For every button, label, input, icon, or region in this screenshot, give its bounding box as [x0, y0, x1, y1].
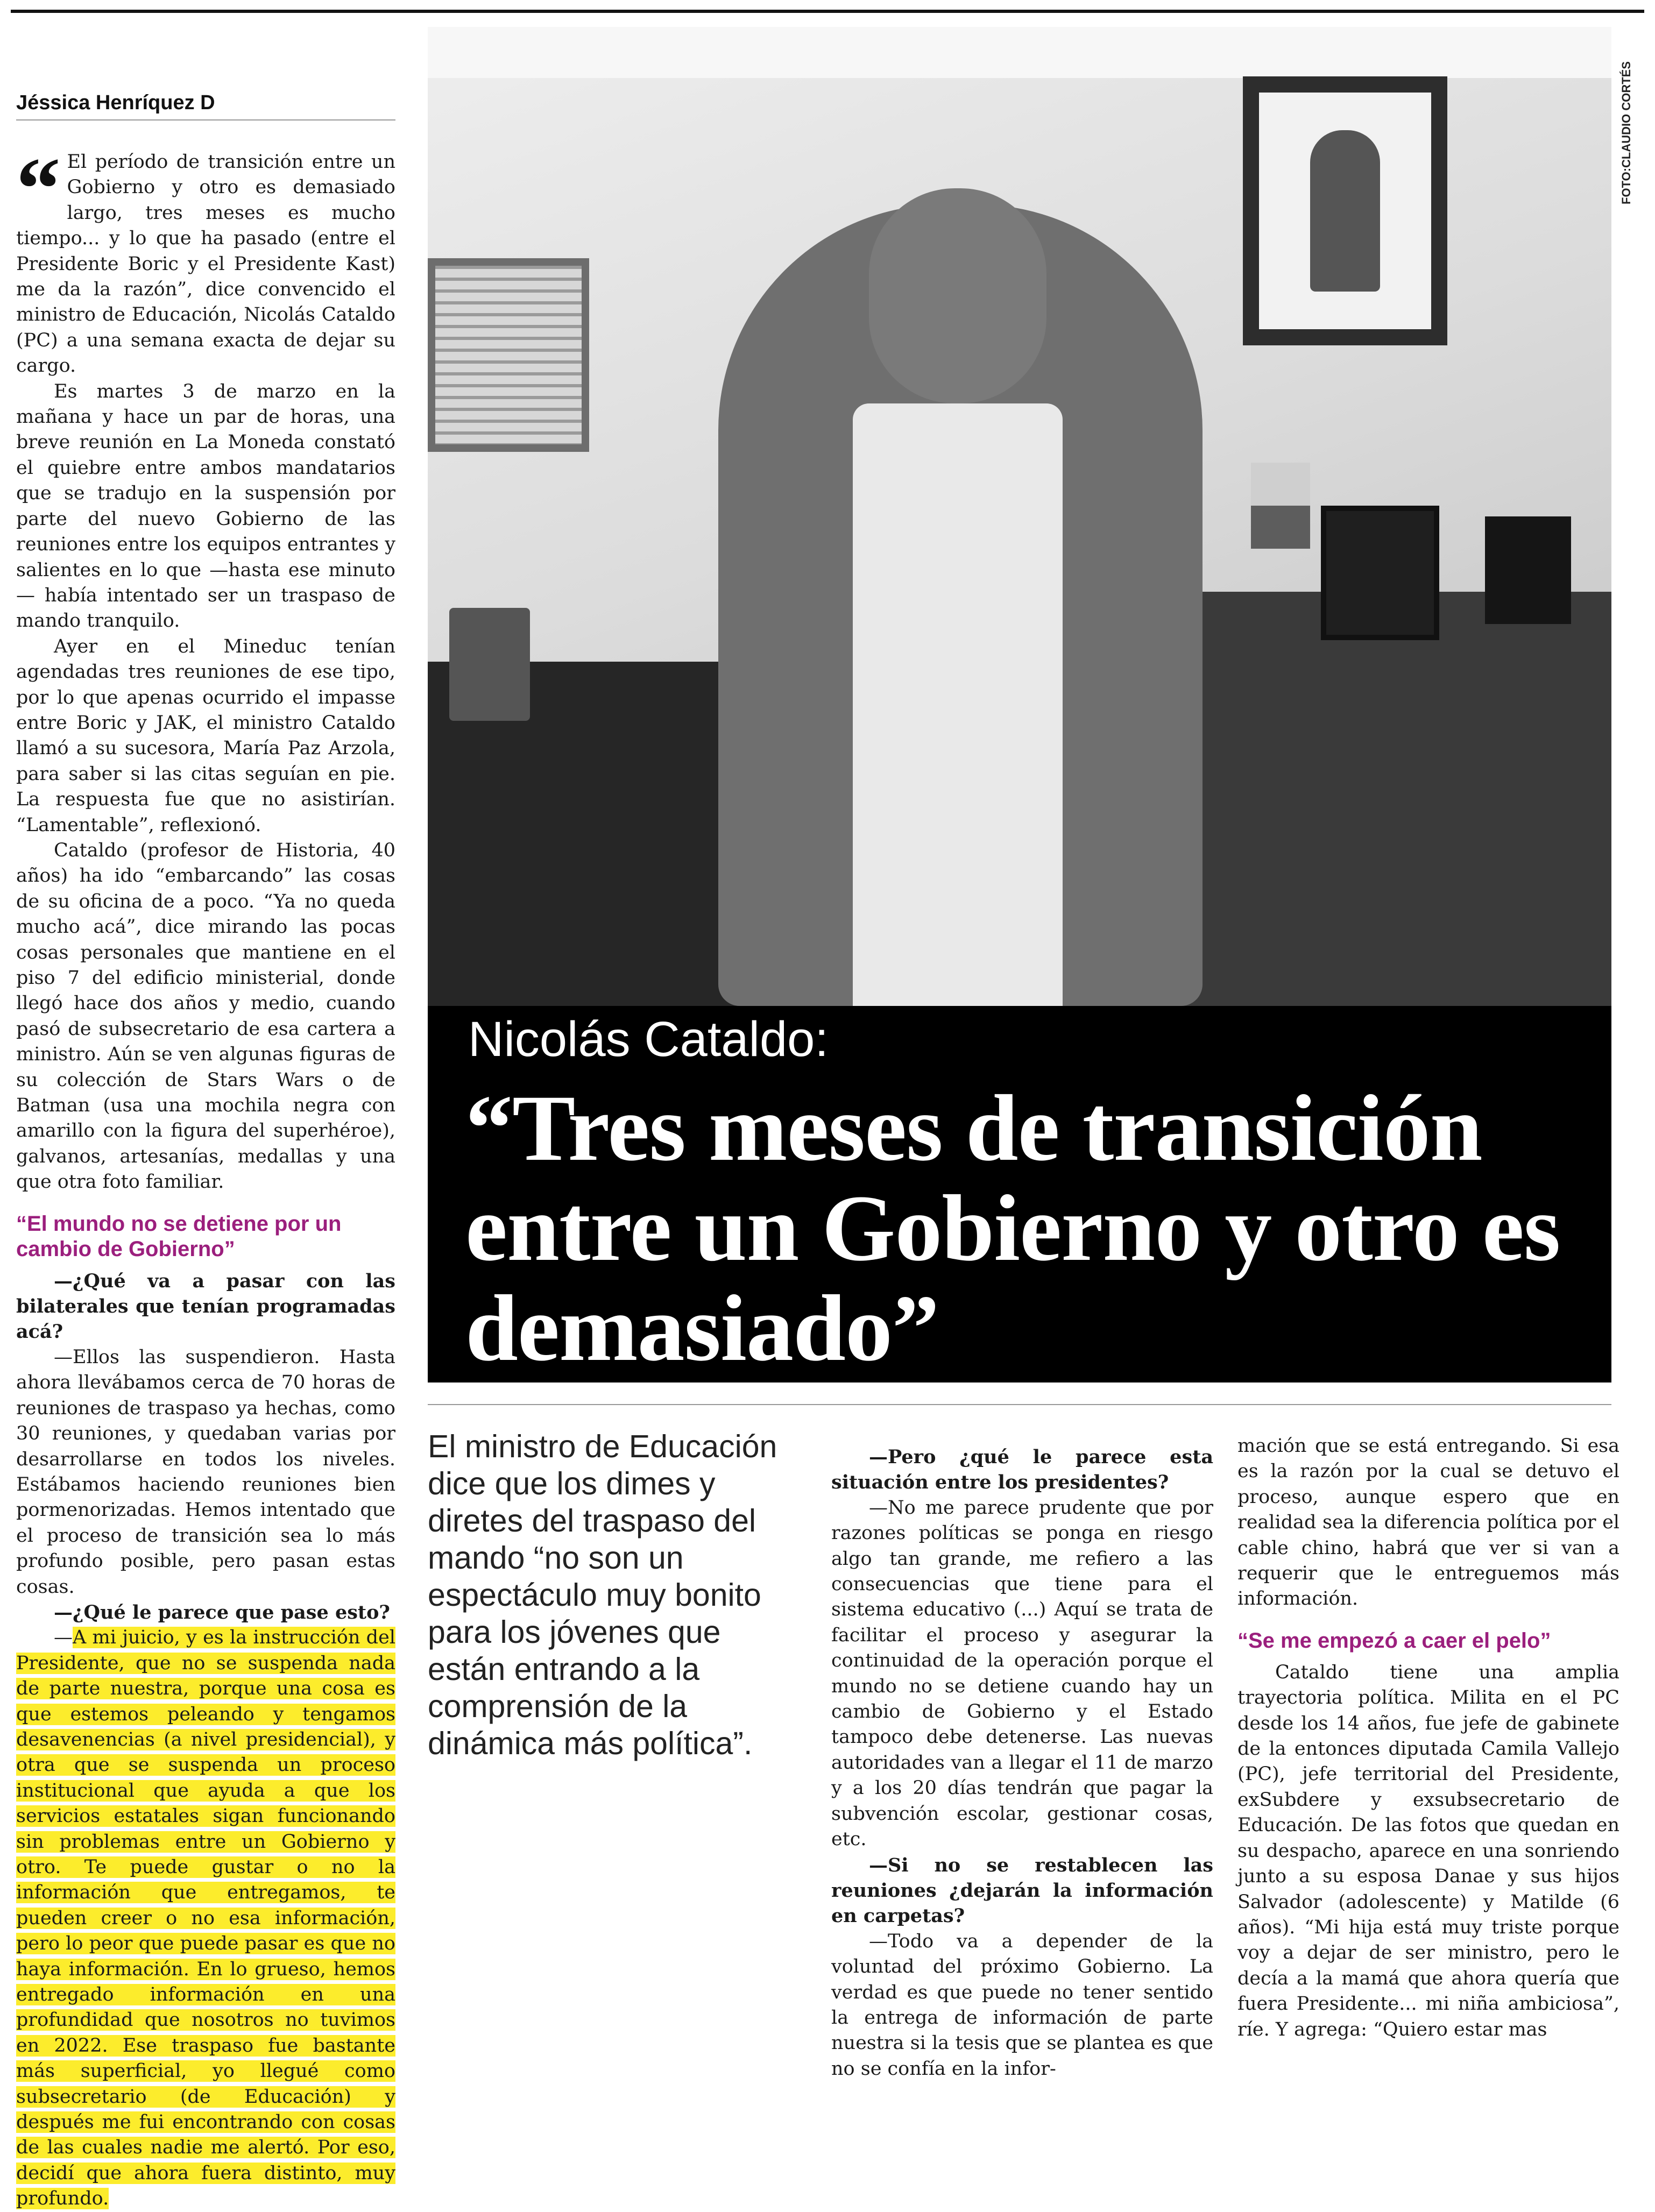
photo-person-head [869, 188, 1046, 403]
interview-answer: —Ellos las suspendieron. Hasta ahora llevábamos cerca de 70 horas de reuniones de traspaso ya hechas, como 30 reuniones, y quedaban varias por desarrollarse en todos los niveles. Estábamos haciendo reuniones bien pormenorizadas. Hemos intentado que el proceso de transición sea lo más profundo posible, pero pasan estas cosas. [16, 1346, 395, 1598]
photo-presidential-portrait [1243, 76, 1447, 345]
paragraph: Cataldo tiene una amplia trayectoria política. Milita en el PC desde los 14 años, fue jefe de gabinete de la entonces diputada Camila Vallejo (PC), jefe territorial del Presidente, exSubdere y exsubsecretario de Educación. De las fotos que quedan en su despacho, aparece en una sonriendo junto a su esposa Danae y sus hijos Salvador (adolescente) y Matilde (6 años). “Mi hija está muy triste porque voy a dejar de ser ministro, pero le decía a la mamá que ahora quería que fuera Presidente... mi niña ambiciosa”, ríe. Y agrega: “Quiero estar mas [1237, 1661, 1619, 2040]
photo-plaque [1485, 516, 1571, 624]
interview-answer: —Todo va a depender de la voluntad del próximo Gobierno. La verdad es que puede no tener sentido la entrega de información de parte nuestra si la tesis que se plantea es que no se confía en la infor- [831, 1930, 1213, 2080]
byline-rule [16, 119, 395, 120]
headline-rule [428, 1404, 1611, 1405]
portrait-figure [1310, 130, 1380, 292]
byline: Jéssica Henríquez D [16, 91, 215, 114]
section-subhead: “Se me empezó a caer el pelo” [1237, 1628, 1551, 1653]
article-column-1 [16, 139, 395, 2212]
lead-summary: El ministro de Educación dice que los dimes y diretes del traspaso del mando “no son un espectáculo muy bonito para los jóvenes que están entrando a la comprensión de la dinámica más política”. [428, 1429, 777, 1761]
interview-question: —Pero ¿qué le parece esta situación entre los presidentes? [831, 1446, 1213, 1494]
intro-text: El período de transición entre un Gobierno y otro es demasiado largo, tres meses es mucho tiempo... y lo que ha pasado (entre el Presidente Boric y el Presidente Kast) me da la razón”, dice convencido el ministro de Educación, Nicolás Cataldo (PC) a una semana exacta de dejar su cargo. [16, 151, 395, 377]
highlighted-text: A mi juicio, y es la instrucción del Presidente, que no se suspenda nada de parte nuestra, porque una cosa es que estemos peleando y tengamos desavenencias (a nivel presidencial), y otra que se suspenda un proceso institucional que ayuda a que los servicios estatales sigan funcionando sin problemas entre un Gobierno y otro. Te puede gustar o no la información que entregamos, te pueden creer o no esa información, pero lo peor que puede pasar es que no haya información. En lo grueso, hemos entregado información en una profundidad que nosotros no tuvimos en 2022. Ese traspaso fue bastante más superficial, yo llegué como subsecretario (de Educación) y después me fui encontrando con cosas de las cuales nadie me alertó. Por eso, decidí que ahora fuera distinto, muy profundo. [16, 1627, 395, 2210]
photo-family-frame [1321, 506, 1439, 640]
article-column-3 [831, 1444, 1213, 2082]
interview-question: —¿Qué va a pasar con las bilaterales que tenían programadas acá? [16, 1270, 395, 1343]
interview-question: —¿Qué le parece que pase esto? [54, 1601, 390, 1623]
continued-paragraph: mación que se está entregando. Si esa es la razón por la cual se detuvo el proceso, aunque espero que en realidad sea la diferencia política por el cable chino, habrá que ver si van a requerir que le entreguemos más información. [1237, 1435, 1619, 1610]
paragraph: Es martes 3 de marzo en la mañana y hace un par de horas, una breve reunión en La Moneda constató el quiebre entre ambos mandatarios que se tradujo en la suspensión por parte del nuevo Gobierno de las reuniones entre los equipos entrantes y salientes en lo que —hasta ese minuto— había intentado ser un traspaso de mando tranquilo. [16, 380, 395, 632]
top-rule [11, 10, 1644, 13]
article-column-4 [1237, 1434, 1619, 2043]
photo-credit: FOTO:CLAUDIO CORTÉS [1619, 61, 1633, 204]
photo-window [428, 258, 589, 452]
headline-kicker: Nicolás Cataldo: [468, 1011, 952, 1068]
photo-flag [1251, 463, 1310, 549]
photo-person-shirt [853, 403, 1063, 1006]
paragraph: Ayer en el Mineduc tenían agendadas tres reuniones de ese tipo, por lo que apenas ocurrido el impasse entre Boric y JAK, el ministro Cataldo llamó a su sucesora, María Paz Arzola, para saber si las citas seguían en pie. La respuesta fue que no asistirían. “Lamentable”, reflexionó. [16, 635, 395, 836]
photo-ceiling [428, 27, 1611, 78]
interview-answer: —No me parece prudente que por razones políticas se ponga en riesgo algo tan grande, me refiero a las consecuencias que tiene para el sistema educativo (...) Aquí se trata de facilitar el proceso y asegurar la continuidad de la operación porque el mundo no se detiene cuando hay un cambio de Gobierno y el Estado tampoco debe detenerse. Las nuevas autoridades van a llegar el 11 de marzo y a los 20 días tendrán que pagar la subvención escolar, gestionar cosas, etc. [831, 1497, 1213, 1851]
opening-quote-mark: “ [16, 139, 61, 238]
interview-answer-highlighted [16, 1625, 395, 2211]
portrait-inner [1259, 93, 1431, 329]
article-photo [428, 27, 1611, 1006]
headline-title: “Tres meses de transición entre un Gobierno y otro es demasiado” [465, 1076, 1560, 1381]
section-subhead: “El mundo no se detiene por un cambio de Gobierno” [16, 1211, 342, 1261]
answer-dash: — [54, 1627, 73, 1649]
paragraph: Cataldo (profesor de Historia, 40 años) ha ido “embarcando” las cosas de su oficina de a poco. “Ya no queda mucho acá”, dice mirando las pocas cosas personales que mantiene en el piso 7 del edificio ministerial, donde llegó hace dos años y medio, cuando pasó de subsecretario de esa cartera a ministro. Aún se ven algunas figuras de su colección de Stars Wars o de Batman (usa una mochila negra con amarillo con la figura del superhéroe), galvanos, artesanías, medallas y una que otra foto familiar. [16, 839, 395, 1193]
interview-question: —Si no se restablecen las reuniones ¿dejarán la información en carpetas? [831, 1854, 1213, 1927]
intro-paragraph [16, 139, 395, 379]
photo-laptop [449, 608, 530, 721]
